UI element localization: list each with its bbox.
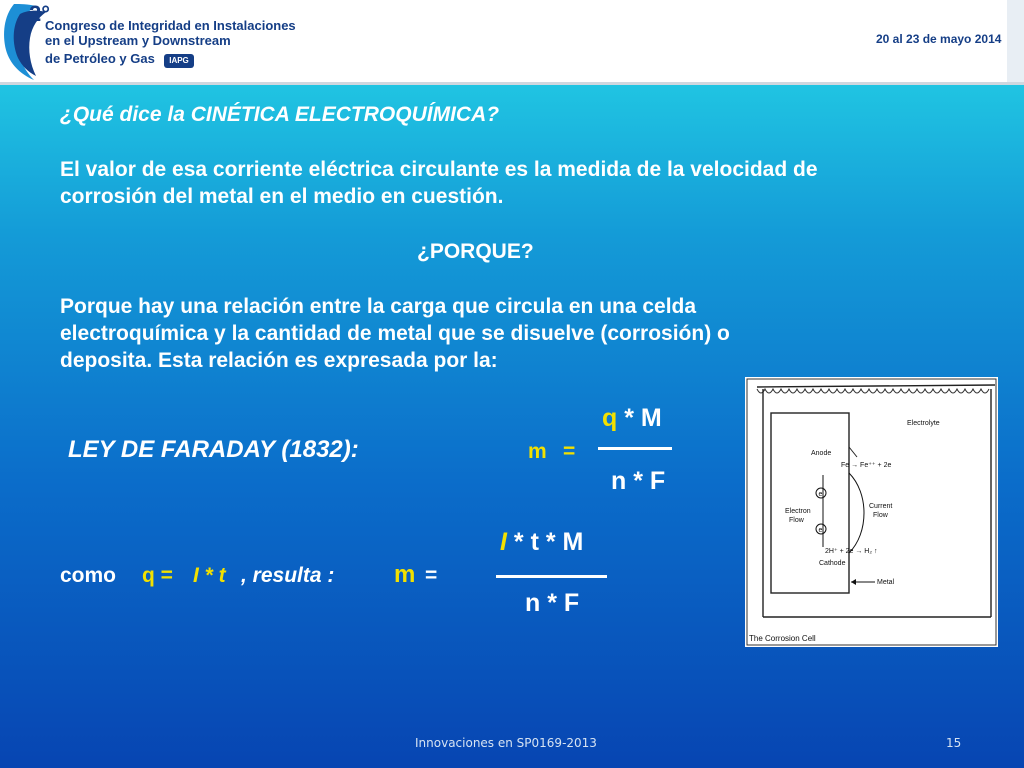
faraday-law-title: LEY DE FARADAY (1832):	[68, 436, 359, 463]
slide-header	[0, 0, 1007, 82]
label-electron-flow: Flow	[789, 517, 804, 524]
congress-title-line1: Congreso de Integridad en Instalaciones	[45, 18, 296, 33]
label-current-flow: Flow	[873, 512, 888, 519]
congress-title-line3: de Petróleo y Gas	[45, 51, 155, 66]
electron-lower-label: e	[818, 527, 823, 534]
formula2-equals: =	[425, 564, 438, 587]
paragraph1-line2: corrosión del metal en el medio en cuestión.	[60, 185, 504, 208]
i-times-t-text: I * t	[193, 564, 226, 587]
label-electrolyte: Electrolyte	[907, 420, 940, 427]
iapg-badge: IAPG	[164, 54, 194, 68]
label-cathode-reaction: 2H⁺ + 2e → H₂ ↑	[825, 548, 878, 555]
paragraph2-line3: deposita. Esta relación es expresada por la:	[60, 349, 498, 372]
formula2-numerator-i: I	[500, 528, 507, 556]
event-date: 20 al 23 de mayo 2014	[876, 32, 1002, 46]
formula1-numerator-rest: * M	[617, 404, 662, 432]
formula1-numerator-q: q	[602, 404, 618, 432]
formula2-denominator: n * F	[525, 589, 580, 617]
label-anode: Anode	[811, 450, 832, 457]
formula1-equals: =	[563, 440, 576, 463]
label-anode-reaction: Fe → Fe⁺⁺ + 2e	[841, 462, 892, 469]
formula2-numerator	[500, 529, 583, 556]
page-number: 15	[946, 736, 962, 750]
paragraph2-line1: Porque hay una relación entre la carga que circula en una celda	[60, 295, 697, 318]
formula2-numerator-rest: * t * M	[506, 528, 584, 556]
formula1-denominator: n * F	[611, 467, 666, 495]
corrosion-cell-svg	[745, 377, 998, 647]
formula2-fraction-bar	[496, 575, 607, 578]
label-current: Current	[869, 503, 893, 510]
diagram-caption: The Corrosion Cell	[749, 634, 816, 643]
como-text: como	[60, 564, 117, 587]
electron-upper-label: e	[818, 491, 823, 498]
question-heading: ¿Qué dice la CINÉTICA ELECTROQUÍMICA?	[60, 103, 500, 126]
porque-heading: ¿PORQUE?	[417, 240, 534, 263]
paragraph2-line2: electroquímica y la cantidad de metal que se disuelve (corrosión) o	[60, 322, 730, 345]
formula1-m: m	[528, 440, 547, 463]
logo-number: 2°	[29, 1, 51, 26]
footer-text: Innovaciones en SP0169-2013	[415, 736, 597, 750]
paragraph1-line1: El valor de esa corriente eléctrica circulante es la medida de la velocidad de	[60, 158, 818, 181]
formula1-fraction-bar	[598, 447, 672, 450]
label-cathode: Cathode	[819, 560, 846, 567]
formula1-numerator	[602, 405, 662, 432]
header-edge	[1007, 0, 1024, 82]
formula2-m: m	[394, 561, 416, 588]
congress-title-line2: en el Upstream y Downstream	[45, 33, 231, 48]
corrosion-cell-diagram	[745, 377, 998, 647]
label-metal: Metal	[877, 579, 895, 586]
resulta-text: , resulta :	[241, 564, 335, 587]
label-electron: Electron	[785, 508, 811, 515]
q-equals-text: q =	[142, 564, 173, 587]
